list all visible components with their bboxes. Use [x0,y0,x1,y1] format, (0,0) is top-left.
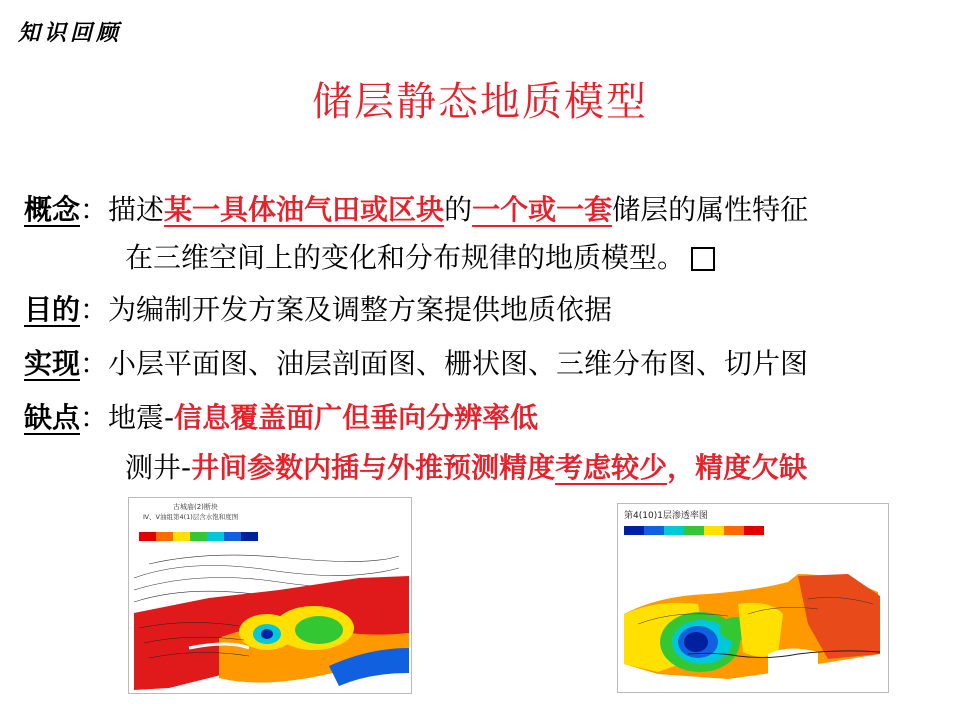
defect-colon: ： [80,401,109,434]
concept-highlight-2: 一个或一套 [472,193,613,226]
concept-text-1: 描述 [108,193,165,226]
defect-highlight-4: ，精度欠缺 [667,451,808,484]
realize-colon: ： [80,347,109,380]
defect-line-2 [125,448,807,488]
concept-label: 概念 [24,193,81,226]
page-title: 储层静态地质模型 [312,79,648,125]
realize-label: 实现 [24,347,81,380]
defect-line-1 [24,398,538,438]
permeability-map [617,503,889,693]
purpose-label: 目的 [24,293,81,326]
defect-text-2: 测井- [125,451,192,484]
defect-highlight-1: 信息覆盖面广但垂向分辨率低 [174,401,539,434]
purpose-text: 为编制开发方案及调整方案提供地质依据 [108,293,613,326]
purpose-colon: ： [80,293,109,326]
realize-text: 小层平面图、油层剖面图、栅状图、三维分布图、切片图 [108,347,809,380]
defect-highlight-2: 井间参数内插与外推预测精度 [191,451,556,484]
concept-text-4: 在三维空间上的变化和分布规律的地质模型。 [125,241,686,274]
concept-text-2: 的 [444,193,473,226]
corner-label: 知识回顾 [18,20,123,46]
map-title-left: 古城庙(2)断块 [173,503,218,511]
purpose-line [24,290,612,330]
saturation-map [128,497,412,694]
permeability-map-image [618,504,888,692]
realize-line [24,344,808,384]
concept-highlight-1: 某一具体油气田或区块 [164,193,445,226]
defect-text-1: 地震- [108,401,175,434]
concept-line-2 [125,238,715,278]
map-subtitle-left: Ⅳ、Ⅴ油组第4(1)层含水饱和度图 [143,513,239,521]
concept-text-3: 储层的属性特征 [612,193,809,226]
defect-highlight-3: 考虑较少 [555,451,668,484]
concept-colon: ： [80,193,109,226]
legend-bar-right [624,526,764,535]
map-title-right: 第4(10)1层渗透率图 [624,511,708,521]
legend-bar-left [139,532,258,541]
square-icon [691,247,715,271]
concept-line-1 [24,190,808,230]
saturation-map-image [129,498,411,693]
defect-label: 缺点 [24,401,81,434]
